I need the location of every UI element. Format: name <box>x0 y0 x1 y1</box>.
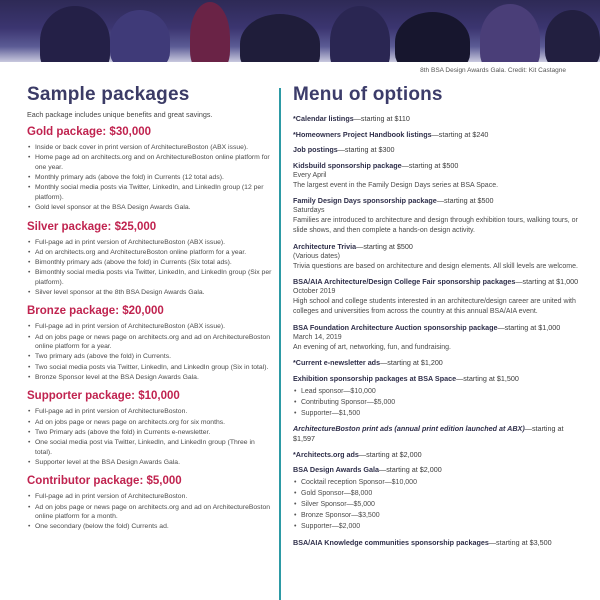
option-heading <box>293 161 583 171</box>
option-name: BSA/AIA Architecture/Design College Fair sponsorship packages <box>293 277 516 286</box>
option-name: BSA/AIA Knowledge communities sponsorship packages <box>293 538 489 548</box>
package-title: Contributor package: $5,000 <box>27 475 182 488</box>
option-name: ArchitectureBoston print ads (annual print edition launched at ABX) <box>293 424 525 434</box>
option-entry <box>293 323 583 353</box>
option-tier-list <box>293 478 583 532</box>
package-benefit-item: • Silver level sponsor at the 8th BSA Design Awards Gala. <box>27 288 273 298</box>
package-benefit-item: • Monthly primary ads (above the fold) in Currents (12 total ads). <box>27 173 273 183</box>
column-divider <box>279 88 281 600</box>
option-name: Exhibition sponsorship packages at BSA Space <box>293 373 457 383</box>
package-benefit-item: • Full-page ad in print version of ArchitectureBoston. <box>27 492 273 502</box>
option-tier-item: • Supporter—$2,000 <box>293 522 583 532</box>
package-benefits-list <box>27 238 273 298</box>
option-tier-item: • Lead sponsor—$10,000 <box>293 387 583 397</box>
option-heading <box>293 465 583 475</box>
option-price: —starting at $2,000 <box>379 465 442 475</box>
option-name: *Current e-newsletter ads <box>293 358 381 367</box>
option-description: Saturdays <box>293 207 325 214</box>
option-name: Kidsbuild sponsorship package <box>293 160 402 170</box>
option-description: Families are introduced to architecture and design through exhibition tours, walking tours, or slide shows, and then complete a hands-on design activity. <box>293 217 578 234</box>
package-benefit-item: • Ad on jobs page or news page on architects.org and ad on ArchitectureBoston online platform for a year. <box>27 333 273 352</box>
option-price: —starting at $300 <box>337 145 395 154</box>
option-entry <box>293 161 583 191</box>
option-price: —starting at $500 <box>356 241 413 251</box>
option-entry <box>293 242 583 272</box>
package-title: Silver package: $25,000 <box>27 220 157 233</box>
option-price: —starting at $500 <box>436 196 494 205</box>
package-benefit-item: • Bronze Sponsor level at the BSA Design Awards Gala. <box>27 373 273 383</box>
package-benefits-list <box>27 143 273 213</box>
package-title: Supporter package: $10,000 <box>27 390 180 403</box>
option-price: —starting at $2,000 <box>358 449 422 459</box>
package-benefit-item: • Ad on jobs page or news page on architects.org and ad on ArchitectureBoston online platform for a month. <box>27 503 273 522</box>
option-name: Family Design Days sponsorship package <box>293 196 437 205</box>
option-heading <box>293 358 583 368</box>
option-price: —starting at $1,597 <box>293 424 564 444</box>
option-entry <box>293 196 583 236</box>
package-benefit-item: • One social media post via Twitter, LinkedIn, and LinkedIn group (Three in total). <box>27 438 273 457</box>
package-benefit-item: • One secondary (below the fold) Currents ad. <box>27 522 273 532</box>
package-benefit-item: • Two Primary ads (above the fold) in Currents e-newsletter. <box>27 428 273 438</box>
package-benefit-item: • Monthly social media posts via Twitter, LinkedIn, and LinkedIn group (12 per platform). <box>27 183 273 202</box>
option-price: —starting at $3,500 <box>488 538 552 548</box>
option-name: *Architects.org ads <box>293 449 359 459</box>
option-heading <box>293 114 583 124</box>
option-tier-item: • Gold Sponsor—$8,000 <box>293 489 583 499</box>
package-benefit-item: • Inside or back cover in print version of ArchitectureBoston (ABX issue). <box>27 143 273 153</box>
package-title: Gold package: $30,000 <box>27 126 152 138</box>
option-description: Trivia questions are based on architecture and design elements. All skill levels are welcome. <box>293 262 578 270</box>
option-entry <box>293 130 583 140</box>
option-name: BSA Design Awards Gala <box>293 465 380 475</box>
option-entry <box>293 424 583 444</box>
photo-credit: 8th BSA Design Awards Gala. Credit: Kit Castagne <box>420 67 566 74</box>
option-tier-item: • Supporter—$1,500 <box>293 409 583 419</box>
option-price: —starting at $1,000 <box>515 277 579 286</box>
option-description: October 2019 <box>293 288 336 295</box>
package-benefit-item: • Full-page ad in print version of ArchitectureBoston (ABX issue). <box>27 238 273 248</box>
package-benefit-item: • Two primary ads (above the fold) in Currents. <box>27 352 273 362</box>
option-entry <box>293 358 583 368</box>
option-heading <box>293 374 583 384</box>
package-benefits-list <box>27 407 273 467</box>
package-benefit-item: • Full-page ad in print version of ArchitectureBoston. <box>27 407 273 417</box>
package-benefits-list <box>27 322 273 382</box>
option-entry <box>293 465 583 532</box>
option-heading <box>293 242 583 252</box>
menu-of-options-heading: Menu of options <box>293 84 443 105</box>
option-description: (Various dates) <box>293 252 340 260</box>
option-tier-item: • Silver Sponsor—$5,000 <box>293 500 583 510</box>
option-tier-list <box>293 387 583 419</box>
option-heading <box>293 130 583 140</box>
package-benefit-item: • Full-page ad in print version of ArchitectureBoston (ABX issue). <box>27 322 273 332</box>
option-heading <box>293 538 583 548</box>
option-entry <box>293 374 583 419</box>
option-price: —starting at $240 <box>431 129 489 139</box>
package-benefit-item: • Gold level sponsor at the BSA Design Awards Gala. <box>27 203 273 213</box>
option-entry <box>293 450 583 460</box>
option-heading <box>293 424 583 444</box>
option-description: The largest event in the Family Design Days series at BSA Space. <box>293 181 499 189</box>
package-benefit-item: • Ad on architects.org and ArchitectureBoston online platform for a year. <box>27 248 273 258</box>
option-entry <box>293 145 583 155</box>
option-price: —starting at $110 <box>353 114 410 123</box>
package-benefit-item: • Ad on jobs page or news page on architects.org for six months. <box>27 418 273 428</box>
option-name: *Homeowners Project Handbook listings <box>293 129 432 139</box>
option-name: Job postings <box>293 145 338 154</box>
package-benefit-item: • Supporter level at the BSA Design Awards Gala. <box>27 458 273 468</box>
package-benefit-item: • Two social media posts via Twitter, LinkedIn, and LinkedIn group (Six in total). <box>27 363 273 373</box>
option-heading <box>293 450 583 460</box>
option-description: March 14, 2019 <box>293 333 342 341</box>
menu-of-options-column <box>293 84 583 554</box>
package-title: Bronze package: $20,000 <box>27 305 164 318</box>
package-benefit-item: • Bimonthly primary ads (above the fold) in Currents (Six total ads). <box>27 258 273 268</box>
option-entry <box>293 538 583 548</box>
option-heading <box>293 196 583 206</box>
sample-packages-column <box>27 84 273 533</box>
event-photo <box>0 0 600 62</box>
option-description: Every April <box>293 171 327 179</box>
option-heading <box>293 277 583 287</box>
option-price: —starting at $1,500 <box>456 373 519 383</box>
sample-packages-intro: Each package includes unique benefits and great savings. <box>27 110 213 119</box>
option-heading <box>293 323 583 333</box>
option-price: —starting at $1,000 <box>497 322 561 332</box>
package-benefits-list <box>27 492 273 532</box>
option-name: Architecture Trivia <box>293 241 357 251</box>
option-heading <box>293 145 583 155</box>
option-price: —starting at $1,200 <box>380 358 443 367</box>
option-entry <box>293 114 583 124</box>
option-tier-item: • Contributing Sponsor—$5,000 <box>293 398 583 408</box>
package-benefit-item: • Bimonthly social media posts via Twitter, LinkedIn, and LinkedIn group (Six per platform). <box>27 268 273 287</box>
package-benefit-item: • Home page ad on architects.org and on ArchitectureBoston online platform for one year. <box>27 153 273 172</box>
option-tier-item: • Bronze Sponsor—$3,500 <box>293 511 583 521</box>
option-entry <box>293 277 583 317</box>
option-tier-item: • Cocktail reception Sponsor—$10,000 <box>293 478 583 488</box>
option-price: —starting at $500 <box>401 160 459 170</box>
option-description: High school and college students interested in an architecture/design career are united with colleges and universities from across the country at this annual BSA/AIA event. <box>293 298 576 315</box>
option-name: BSA Foundation Architecture Auction sponsorship package <box>293 322 498 332</box>
option-name: *Calendar listings <box>293 114 354 123</box>
sample-packages-heading: Sample packages <box>27 84 190 105</box>
option-description: An evening of art, networking, fun, and fundraising. <box>293 343 451 351</box>
